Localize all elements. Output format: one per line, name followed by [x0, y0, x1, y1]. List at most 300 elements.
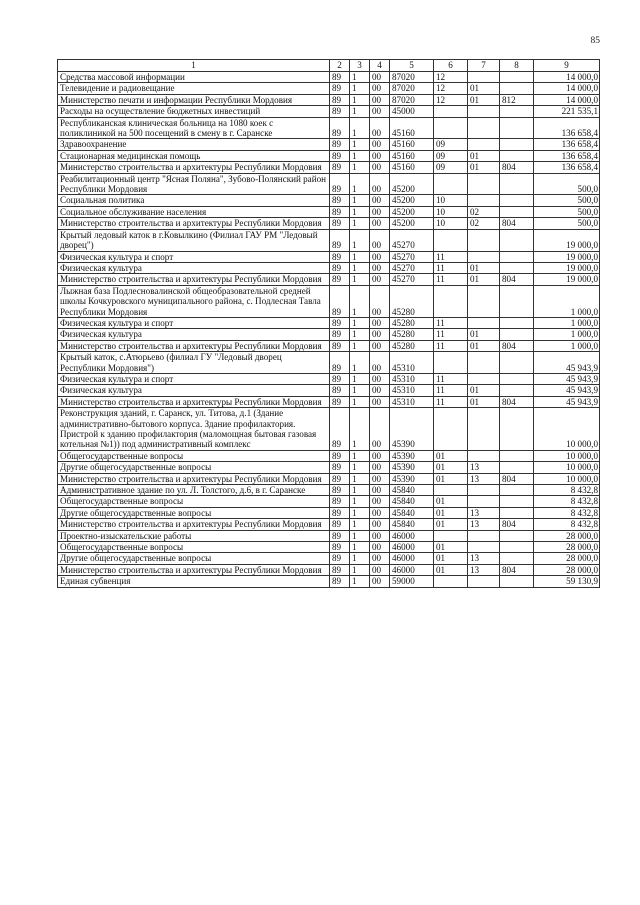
table-row [58, 139, 600, 150]
cell-code-target: 45270 [390, 229, 434, 251]
cell-code-b: 00 [370, 218, 390, 229]
cell-code-b: 00 [370, 496, 390, 507]
cell-code-subsection [468, 485, 500, 496]
cell-code-b: 00 [370, 519, 390, 530]
cell-amount: 8 432,8 [534, 485, 600, 496]
cell-code-b: 00 [370, 340, 390, 351]
cell-code-a: 1 [350, 162, 370, 173]
cell-code-target: 45840 [390, 507, 434, 518]
cell-code-subsection: 13 [468, 564, 500, 575]
cell-code-section: 01 [434, 542, 468, 553]
cell-code-a: 1 [350, 507, 370, 518]
cell-code-subsection [468, 173, 500, 195]
cell-code-subsection: 13 [468, 507, 500, 518]
table-row [58, 173, 600, 195]
cell-code-subsection: 01 [468, 83, 500, 94]
cell-code-section: 11 [434, 340, 468, 351]
cell-amount: 500,0 [534, 173, 600, 195]
cell-code-b: 00 [370, 408, 390, 451]
cell-item-name: Министерство строительства и архитектуры Республики Мордовия [58, 218, 330, 229]
table-row [58, 473, 600, 484]
cell-code-expense [500, 329, 534, 340]
cell-code-expense [500, 507, 534, 518]
cell-item-name: Министерство строительства и архитектуры Республики Мордовия [58, 519, 330, 530]
cell-item-name: Общегосударственные вопросы [58, 496, 330, 507]
cell-code-target: 45280 [390, 329, 434, 340]
cell-item-name: Министерство строительства и архитектуры Республики Мордовия [58, 162, 330, 173]
cell-code-subsection [468, 450, 500, 461]
cell-amount: 8 432,8 [534, 519, 600, 530]
cell-code-gl: 89 [330, 251, 350, 262]
table-row [58, 329, 600, 340]
cell-code-a: 1 [350, 385, 370, 396]
cell-code-expense [500, 496, 534, 507]
table-row [58, 340, 600, 351]
cell-item-name: Республиканская клиническая больница на 1080 коек с поликлиникой на 500 посещений в смену в г. Саранске [58, 117, 330, 139]
cell-item-name: Проектно-изыскательские работы [58, 530, 330, 541]
table-row [58, 564, 600, 575]
cell-code-subsection [468, 408, 500, 451]
cell-code-a: 1 [350, 94, 370, 105]
cell-code-target: 45840 [390, 519, 434, 530]
cell-code-gl: 89 [330, 162, 350, 173]
cell-code-section: 01 [434, 564, 468, 575]
cell-code-section [434, 117, 468, 139]
cell-code-section: 11 [434, 317, 468, 328]
cell-code-expense [500, 262, 534, 273]
cell-code-b: 00 [370, 94, 390, 105]
cell-amount: 45 943,9 [534, 396, 600, 407]
cell-code-section: 09 [434, 162, 468, 173]
cell-code-section [434, 485, 468, 496]
cell-code-a: 1 [350, 373, 370, 384]
cell-amount: 136 658,4 [534, 117, 600, 139]
table-row [58, 450, 600, 461]
cell-amount: 1 000,0 [534, 329, 600, 340]
header-cell: 9 [534, 60, 600, 72]
cell-amount: 10 000,0 [534, 450, 600, 461]
cell-code-gl: 89 [330, 564, 350, 575]
cell-code-gl: 89 [330, 352, 350, 374]
cell-code-a: 1 [350, 576, 370, 587]
table-row [58, 229, 600, 251]
table-row [58, 94, 600, 105]
cell-code-subsection [468, 530, 500, 541]
cell-code-section [434, 106, 468, 117]
cell-code-subsection: 01 [468, 150, 500, 161]
cell-code-subsection [468, 229, 500, 251]
cell-amount: 8 432,8 [534, 507, 600, 518]
cell-item-name: Другие общегосударственные вопросы [58, 507, 330, 518]
cell-code-b: 00 [370, 139, 390, 150]
cell-code-expense [500, 317, 534, 328]
cell-code-section: 12 [434, 94, 468, 105]
cell-code-a: 1 [350, 340, 370, 351]
table-row [58, 274, 600, 285]
cell-code-section [434, 576, 468, 587]
cell-code-target: 45840 [390, 485, 434, 496]
cell-item-name: Социальная политика [58, 195, 330, 206]
table-row [58, 352, 600, 374]
cell-code-b: 00 [370, 83, 390, 94]
cell-code-expense: 804 [500, 162, 534, 173]
cell-code-gl: 89 [330, 83, 350, 94]
cell-code-subsection: 01 [468, 396, 500, 407]
cell-item-name: Крытый ледовый каток в г.Ковылкино (Филиал ГАУ РМ "Ледовый дворец") [58, 229, 330, 251]
cell-code-a: 1 [350, 72, 370, 83]
budget-table [57, 59, 600, 588]
cell-code-b: 00 [370, 507, 390, 518]
cell-code-a: 1 [350, 329, 370, 340]
cell-code-b: 00 [370, 285, 390, 317]
cell-code-target: 45160 [390, 139, 434, 150]
cell-amount: 8 432,8 [534, 496, 600, 507]
cell-code-b: 00 [370, 195, 390, 206]
cell-code-b: 00 [370, 173, 390, 195]
table-row [58, 485, 600, 496]
cell-code-gl: 89 [330, 450, 350, 461]
cell-code-expense [500, 150, 534, 161]
cell-code-subsection: 13 [468, 553, 500, 564]
cell-code-a: 1 [350, 496, 370, 507]
cell-code-subsection: 01 [468, 340, 500, 351]
cell-code-b: 00 [370, 317, 390, 328]
cell-code-b: 00 [370, 553, 390, 564]
cell-item-name: Реабилитационный центр "Ясная Поляна", Зубово-Полянский район Республики Мордовия [58, 173, 330, 195]
cell-code-a: 1 [350, 274, 370, 285]
cell-item-name: Министерство строительства и архитектуры Республики Мордовия [58, 564, 330, 575]
cell-code-target: 46000 [390, 530, 434, 541]
cell-item-name: Стационарная медицинская помощь [58, 150, 330, 161]
cell-code-expense: 804 [500, 519, 534, 530]
cell-code-subsection: 01 [468, 162, 500, 173]
cell-code-b: 00 [370, 329, 390, 340]
cell-item-name: Единая субвенция [58, 576, 330, 587]
cell-item-name: Социальное обслуживание населения [58, 206, 330, 217]
table-header [58, 60, 600, 72]
cell-code-target: 45310 [390, 396, 434, 407]
cell-code-b: 00 [370, 150, 390, 161]
cell-code-gl: 89 [330, 317, 350, 328]
cell-code-section: 10 [434, 195, 468, 206]
cell-code-expense: 804 [500, 218, 534, 229]
cell-code-target: 59000 [390, 576, 434, 587]
cell-code-a: 1 [350, 396, 370, 407]
cell-item-name: Министерство строительства и архитектуры Республики Мордовия [58, 473, 330, 484]
cell-code-a: 1 [350, 519, 370, 530]
cell-code-target: 45270 [390, 251, 434, 262]
cell-code-section: 11 [434, 385, 468, 396]
cell-code-target: 45310 [390, 352, 434, 374]
cell-item-name: Общегосударственные вопросы [58, 542, 330, 553]
cell-code-a: 1 [350, 251, 370, 262]
cell-code-gl: 89 [330, 274, 350, 285]
cell-code-gl: 89 [330, 408, 350, 451]
cell-code-expense [500, 485, 534, 496]
cell-code-section: 11 [434, 373, 468, 384]
cell-code-target: 46000 [390, 564, 434, 575]
cell-code-gl: 89 [330, 373, 350, 384]
cell-code-b: 00 [370, 251, 390, 262]
cell-item-name: Телевидение и радиовещание [58, 83, 330, 94]
cell-code-target: 45310 [390, 385, 434, 396]
cell-code-section: 01 [434, 519, 468, 530]
cell-code-target: 87020 [390, 94, 434, 105]
cell-item-name: Физическая культура [58, 262, 330, 273]
cell-code-expense [500, 139, 534, 150]
cell-code-a: 1 [350, 473, 370, 484]
table-row [58, 408, 600, 451]
cell-code-expense [500, 576, 534, 587]
cell-code-target: 45390 [390, 408, 434, 451]
cell-code-section [434, 173, 468, 195]
cell-code-subsection: 13 [468, 462, 500, 473]
cell-code-expense [500, 285, 534, 317]
cell-code-subsection [468, 373, 500, 384]
cell-code-gl: 89 [330, 106, 350, 117]
cell-code-b: 00 [370, 373, 390, 384]
cell-code-a: 1 [350, 462, 370, 473]
cell-code-subsection [468, 139, 500, 150]
cell-code-section: 10 [434, 206, 468, 217]
cell-code-target: 45160 [390, 117, 434, 139]
cell-code-expense: 812 [500, 94, 534, 105]
cell-code-section: 01 [434, 450, 468, 461]
cell-code-expense [500, 206, 534, 217]
cell-code-a: 1 [350, 173, 370, 195]
cell-code-a: 1 [350, 485, 370, 496]
cell-code-section: 10 [434, 218, 468, 229]
cell-amount: 19 000,0 [534, 274, 600, 285]
table-body [58, 72, 600, 588]
cell-amount: 19 000,0 [534, 262, 600, 273]
header-cell: 8 [500, 60, 534, 72]
header-cell: 5 [390, 60, 434, 72]
cell-code-target: 45280 [390, 285, 434, 317]
table-row [58, 72, 600, 83]
cell-code-section: 11 [434, 262, 468, 273]
cell-code-subsection: 02 [468, 218, 500, 229]
cell-code-a: 1 [350, 106, 370, 117]
cell-code-target: 45390 [390, 473, 434, 484]
cell-code-section: 11 [434, 396, 468, 407]
cell-code-subsection [468, 117, 500, 139]
cell-code-section [434, 229, 468, 251]
cell-item-name: Физическая культура и спорт [58, 317, 330, 328]
cell-code-target: 45160 [390, 162, 434, 173]
table-row [58, 285, 600, 317]
cell-code-b: 00 [370, 485, 390, 496]
cell-code-expense [500, 117, 534, 139]
cell-code-subsection [468, 251, 500, 262]
cell-amount: 500,0 [534, 195, 600, 206]
cell-item-name: Физическая культура и спорт [58, 251, 330, 262]
table-row [58, 206, 600, 217]
cell-code-gl: 89 [330, 94, 350, 105]
table-row [58, 462, 600, 473]
cell-amount: 136 658,4 [534, 139, 600, 150]
cell-code-target: 45280 [390, 317, 434, 328]
cell-code-gl: 89 [330, 519, 350, 530]
cell-code-gl: 89 [330, 218, 350, 229]
table-row [58, 150, 600, 161]
cell-code-section: 09 [434, 150, 468, 161]
cell-code-section: 11 [434, 274, 468, 285]
cell-code-a: 1 [350, 139, 370, 150]
cell-code-target: 45200 [390, 173, 434, 195]
cell-code-subsection [468, 195, 500, 206]
cell-code-target: 46000 [390, 542, 434, 553]
cell-code-section: 12 [434, 83, 468, 94]
table-row [58, 117, 600, 139]
cell-amount: 10 000,0 [534, 462, 600, 473]
cell-code-expense [500, 462, 534, 473]
cell-amount: 136 658,4 [534, 162, 600, 173]
table-row [58, 496, 600, 507]
header-cell: 6 [434, 60, 468, 72]
header-cell: 7 [468, 60, 500, 72]
cell-amount: 136 658,4 [534, 150, 600, 161]
cell-code-b: 00 [370, 206, 390, 217]
cell-code-subsection: 01 [468, 262, 500, 273]
cell-code-expense [500, 251, 534, 262]
cell-code-a: 1 [350, 117, 370, 139]
cell-code-section: 12 [434, 72, 468, 83]
cell-code-gl: 89 [330, 473, 350, 484]
cell-code-gl: 89 [330, 340, 350, 351]
cell-code-gl: 89 [330, 139, 350, 150]
cell-code-b: 00 [370, 385, 390, 396]
cell-code-expense [500, 72, 534, 83]
cell-item-name: Другие общегосударственные вопросы [58, 553, 330, 564]
cell-code-subsection [468, 72, 500, 83]
cell-code-section [434, 408, 468, 451]
cell-amount: 500,0 [534, 206, 600, 217]
cell-code-expense: 804 [500, 274, 534, 285]
cell-code-gl: 89 [330, 396, 350, 407]
cell-amount: 28 000,0 [534, 542, 600, 553]
cell-item-name: Министерство строительства и архитектуры Республики Мордовия [58, 274, 330, 285]
header-cell: 2 [330, 60, 350, 72]
cell-amount: 19 000,0 [534, 251, 600, 262]
cell-item-name: Другие общегосударственные вопросы [58, 462, 330, 473]
cell-code-b: 00 [370, 396, 390, 407]
cell-code-gl: 89 [330, 485, 350, 496]
cell-item-name: Министерство строительства и архитектуры Республики Мордовия [58, 396, 330, 407]
cell-code-section: 01 [434, 507, 468, 518]
cell-code-b: 00 [370, 450, 390, 461]
cell-code-a: 1 [350, 285, 370, 317]
table-row [58, 553, 600, 564]
cell-code-expense [500, 408, 534, 451]
cell-code-section: 11 [434, 251, 468, 262]
cell-code-expense [500, 229, 534, 251]
cell-code-b: 00 [370, 274, 390, 285]
cell-code-gl: 89 [330, 173, 350, 195]
table-row [58, 195, 600, 206]
cell-code-b: 00 [370, 72, 390, 83]
cell-item-name: Физическая культура и спорт [58, 373, 330, 384]
cell-code-gl: 89 [330, 285, 350, 317]
cell-code-section [434, 352, 468, 374]
cell-amount: 14 000,0 [534, 94, 600, 105]
cell-code-target: 45000 [390, 106, 434, 117]
cell-code-section: 01 [434, 553, 468, 564]
cell-code-subsection: 13 [468, 519, 500, 530]
cell-code-a: 1 [350, 218, 370, 229]
cell-code-subsection [468, 576, 500, 587]
cell-item-name: Физическая культура [58, 385, 330, 396]
cell-code-target: 46000 [390, 553, 434, 564]
cell-item-name: Административное здание по ул. Л. Толстого, д.6, в г. Саранске [58, 485, 330, 496]
table-row [58, 251, 600, 262]
cell-code-expense [500, 352, 534, 374]
cell-code-a: 1 [350, 195, 370, 206]
cell-amount: 10 000,0 [534, 408, 600, 451]
cell-code-b: 00 [370, 564, 390, 575]
cell-code-b: 00 [370, 473, 390, 484]
table-row [58, 385, 600, 396]
cell-code-expense [500, 450, 534, 461]
header-cell: 1 [58, 60, 330, 72]
cell-amount: 10 000,0 [534, 473, 600, 484]
cell-amount: 1 000,0 [534, 340, 600, 351]
cell-code-target: 45840 [390, 496, 434, 507]
cell-code-gl: 89 [330, 576, 350, 587]
cell-code-expense [500, 385, 534, 396]
cell-code-gl: 89 [330, 329, 350, 340]
cell-code-target: 45390 [390, 462, 434, 473]
cell-code-target: 45200 [390, 206, 434, 217]
cell-code-section: 01 [434, 462, 468, 473]
header-cell: 4 [370, 60, 390, 72]
cell-code-target: 87020 [390, 83, 434, 94]
cell-amount: 45 943,9 [534, 373, 600, 384]
cell-code-target: 45270 [390, 274, 434, 285]
cell-code-expense [500, 106, 534, 117]
cell-item-name: Крытый каток, с.Атюрьево (филиал ГУ "Ледовый дворец Республики Мордовия") [58, 352, 330, 374]
cell-code-expense [500, 553, 534, 564]
cell-code-a: 1 [350, 408, 370, 451]
table-row [58, 317, 600, 328]
cell-code-expense: 804 [500, 473, 534, 484]
cell-code-a: 1 [350, 450, 370, 461]
cell-code-a: 1 [350, 150, 370, 161]
cell-amount: 45 943,9 [534, 352, 600, 374]
table-row [58, 507, 600, 518]
cell-code-gl: 89 [330, 553, 350, 564]
cell-amount: 28 000,0 [534, 564, 600, 575]
cell-amount: 1 000,0 [534, 317, 600, 328]
cell-code-section: 01 [434, 473, 468, 484]
cell-code-gl: 89 [330, 385, 350, 396]
cell-code-subsection: 02 [468, 206, 500, 217]
cell-code-section: 11 [434, 329, 468, 340]
cell-code-a: 1 [350, 564, 370, 575]
header-cell: 3 [350, 60, 370, 72]
cell-code-expense [500, 530, 534, 541]
cell-amount: 19 000,0 [534, 229, 600, 251]
cell-code-gl: 89 [330, 229, 350, 251]
cell-code-gl: 89 [330, 530, 350, 541]
cell-code-target: 87020 [390, 72, 434, 83]
cell-item-name: Здравоохранение [58, 139, 330, 150]
table-row [58, 106, 600, 117]
cell-code-a: 1 [350, 206, 370, 217]
cell-code-gl: 89 [330, 262, 350, 273]
cell-code-subsection: 13 [468, 473, 500, 484]
cell-code-b: 00 [370, 117, 390, 139]
